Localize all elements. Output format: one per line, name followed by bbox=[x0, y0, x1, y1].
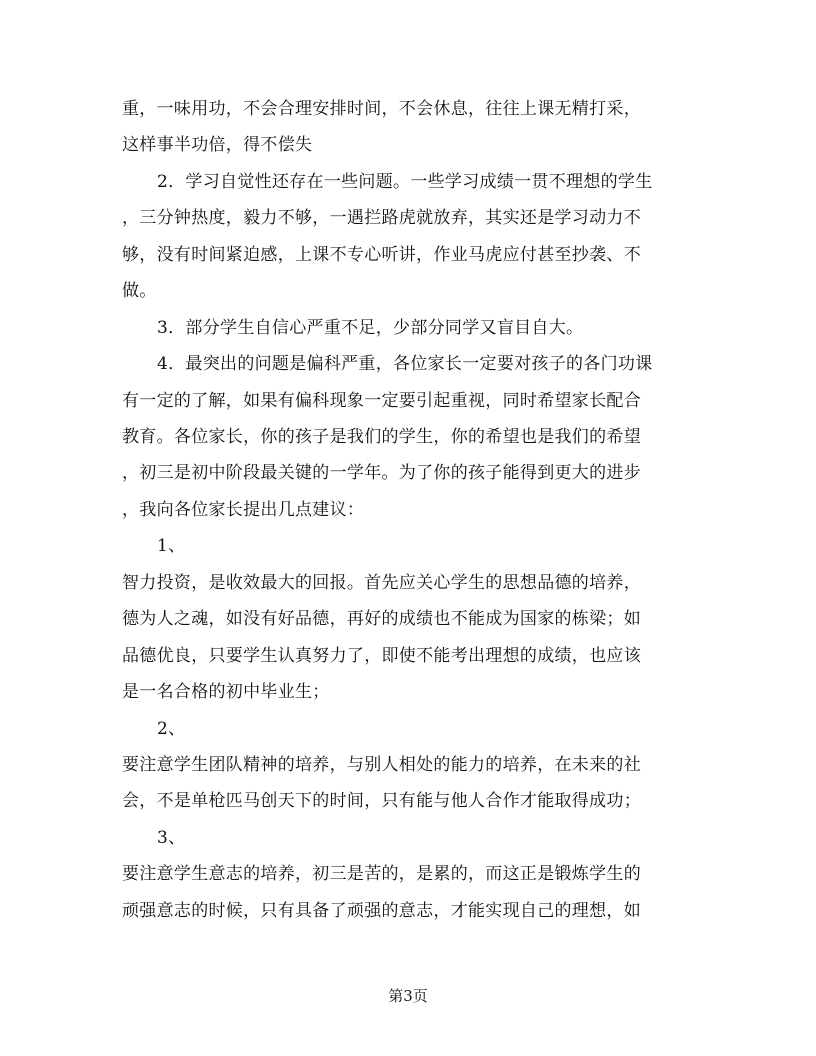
text-line: 会，不是单枪匹马创天下的时间，只有能与他人合作才能取得成功； bbox=[122, 791, 641, 811]
text-line: 要注意学生团队精神的培养，与别人相处的能力的培养，在未来的社 bbox=[122, 755, 641, 775]
text-line: 3．部分学生自信心严重不足，少部分同学又盲目自大。 bbox=[157, 318, 584, 338]
text-line: 要注意学生意志的培养，初三是苦的，是累的，而这正是锻炼学生的 bbox=[122, 864, 641, 884]
text-line: 智力投资，是收效最大的回报。首先应关心学生的思想品德的培养， bbox=[122, 573, 641, 593]
text-line: ，我向各位家长提出几点建议： bbox=[122, 500, 365, 520]
text-line: 教育。各位家长，你的孩子是我们的学生，你的希望也是我们的希望 bbox=[122, 427, 641, 447]
text-line: 有一定的了解，如果有偏科现象一定要引起重视，同时希望家长配合 bbox=[122, 391, 641, 411]
list-number: 3、 bbox=[157, 828, 186, 848]
text-line: 重，一味用功，不会合理安排时间，不会休息，往往上课无精打采， bbox=[122, 99, 641, 119]
text-line: ，三分钟热度，毅力不够，一遇拦路虎就放弃，其实还是学习动力不 bbox=[122, 208, 641, 228]
list-number: 1、 bbox=[157, 536, 186, 556]
text-line: 2．学习自觉性还存在一些问题。一些学习成绩一贯不理想的学生 bbox=[157, 172, 653, 192]
text-line: 是一名合格的初中毕业生； bbox=[122, 682, 330, 702]
page-number: 第3页 bbox=[388, 987, 428, 1005]
text-line: 德为人之魂，如没有好品德，再好的成绩也不能成为国家的栋梁；如 bbox=[122, 609, 641, 629]
text-line: 做。 bbox=[122, 281, 157, 301]
text-line: 够，没有时间紧迫感，上课不专心听讲，作业马虎应付甚至抄袭、不 bbox=[122, 245, 641, 265]
text-line: 顽强意志的时候，只有具备了顽强的意志，才能实现自己的理想，如 bbox=[122, 901, 641, 921]
text-line: ，初三是初中阶段最关键的一学年。为了你的孩子能得到更大的进步 bbox=[122, 463, 641, 483]
list-number: 2、 bbox=[157, 719, 186, 739]
text-line: 这样事半功倍，得不偿失 bbox=[122, 135, 313, 155]
text-line: 品德优良，只要学生认真努力了，即使不能考出理想的成绩，也应该 bbox=[122, 646, 641, 666]
text-line: 4．最突出的问题是偏科严重，各位家长一定要对孩子的各门功课 bbox=[157, 354, 653, 374]
